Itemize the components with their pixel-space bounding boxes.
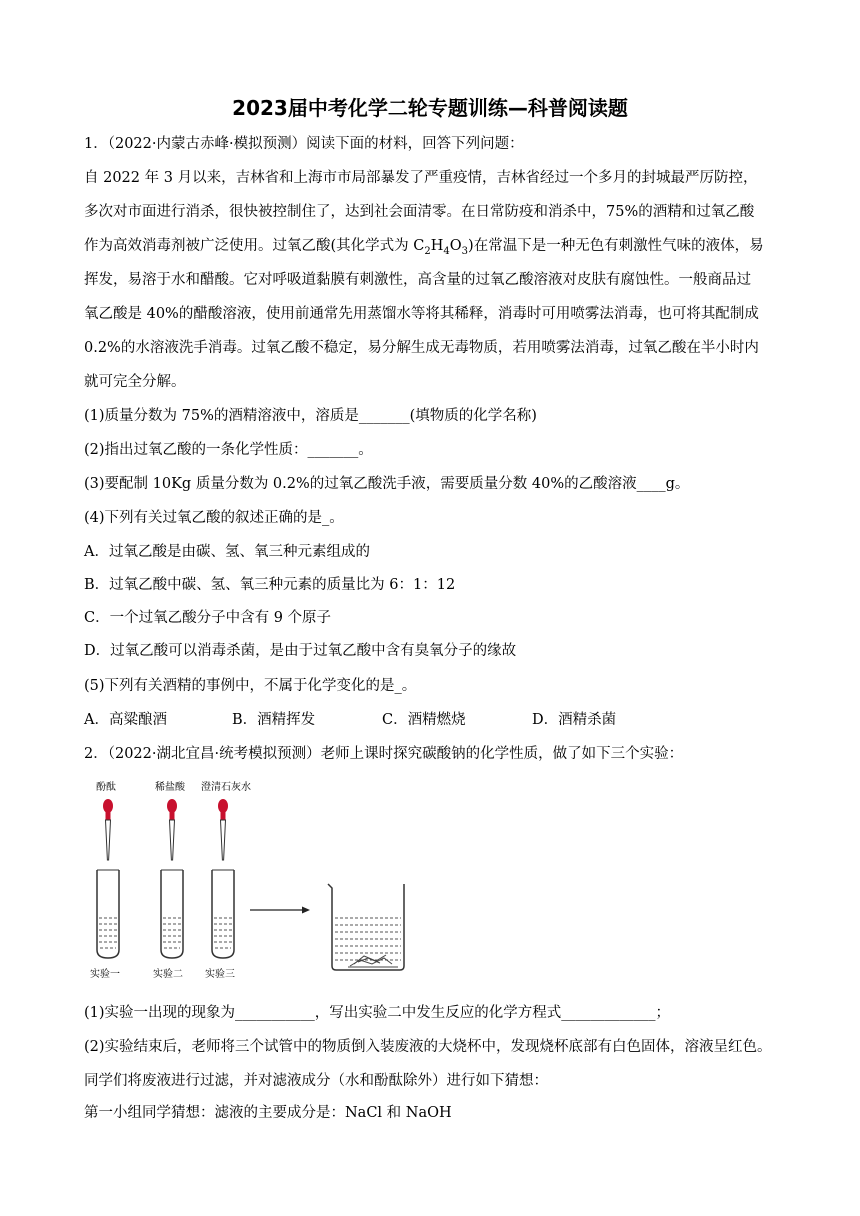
q1-option-c: C．一个过氧乙酸分子中含有 9 个原子 bbox=[84, 610, 332, 626]
q1-passage-line: 挥发，易溶于水和醋酸。它对呼吸道黏膜有刺激性，高含量的过氧乙酸溶液对皮肤有腐蚀性。一般商品过 bbox=[84, 272, 751, 288]
passage-text: )在常温下是一种无色有刺激性气味的液体，易 bbox=[468, 238, 764, 254]
dropper-icon bbox=[218, 799, 228, 860]
test-tube-icon bbox=[97, 870, 119, 958]
dropper-label-phenolphthalein: 酚酞 bbox=[96, 782, 116, 793]
q1-passage-line: 0.2%的水溶液洗手消毒。过氧乙酸不稳定，易分解生成无毒物质，若用喷雾法消毒，过氧乙酸在半小时内 bbox=[84, 340, 759, 356]
formula-subscript: 2 bbox=[424, 245, 431, 257]
q1-s5-option-b: B．酒精挥发 bbox=[232, 712, 316, 728]
dropper-label-limewater: 澄清石灰水 bbox=[201, 782, 251, 793]
q2-subquestion-1: (1)实验一出现的现象为___________，写出实验二中发生反应的化学方程式_____________； bbox=[84, 1005, 671, 1021]
page-title: 2023届中考化学二轮专题训练—科普阅读题 bbox=[232, 96, 628, 120]
experiment-figure bbox=[80, 778, 430, 983]
q1-passage-line: 多次对市面进行消杀，很快被控制住了，达到社会面清零。在日常防疫和消杀中，75%的酒精和过氧乙酸 bbox=[84, 204, 755, 220]
q1-option-d: D．过氧乙酸可以消毒杀菌，是由于过氧乙酸中含有臭氧分子的缘故 bbox=[84, 643, 517, 659]
q1-option-a: A．过氧乙酸是由碳、氢、氧三种元素组成的 bbox=[84, 544, 370, 560]
formula-element: H bbox=[430, 238, 444, 254]
tube-label-3: 实验三 bbox=[205, 969, 235, 980]
dropper-label-hydrochloric-acid: 稀盐酸 bbox=[155, 782, 185, 793]
q1-subquestion-1: (1)质量分数为 75%的酒精溶液中，溶质是_______(填物质的化学名称) bbox=[84, 408, 537, 424]
q1-subquestion-2: (2)指出过氧乙酸的一条化学性质：_______。 bbox=[84, 442, 373, 458]
q1-s5-option-c: C．酒精燃烧 bbox=[382, 712, 466, 728]
formula-subscript: 3 bbox=[461, 245, 469, 257]
formula-element: O bbox=[449, 238, 462, 254]
test-tube-icon bbox=[212, 870, 234, 958]
q2-header: 2．（2022·湖北宜昌·统考模拟预测）老师上课时探究碳酸钠的化学性质，做了如下三个实验： bbox=[84, 746, 684, 762]
beaker-icon bbox=[328, 884, 404, 970]
precipitate-icon bbox=[348, 955, 398, 967]
formula-subscript: 4 bbox=[443, 245, 450, 257]
q2-guess-group1: 第一小组同学猜想：滤液的主要成分是：NaCl 和 NaOH bbox=[84, 1105, 452, 1121]
q2-subquestion-2-cont: 同学们将废液进行过滤，并对滤液成分（水和酚酞除外）进行如下猜想： bbox=[84, 1073, 548, 1089]
passage-text: 作为高效消毒剂被广泛使用。过氧乙酸(其化学式为 C bbox=[84, 238, 425, 254]
q1-s5-option-d: D．酒精杀菌 bbox=[532, 712, 617, 728]
q1-passage-line: 氧乙酸是 40%的醋酸溶液，使用前通常先用蒸馏水等将其稀释，消毒时可用喷雾法消毒，也可将其配制成 bbox=[84, 306, 759, 322]
q1-subquestion-5: (5)下列有关酒精的事例中，不属于化学变化的是_。 bbox=[84, 678, 417, 694]
tube-label-1: 实验一 bbox=[90, 969, 120, 980]
tube-label-2: 实验二 bbox=[153, 969, 183, 980]
q1-subquestion-4: (4)下列有关过氧乙酸的叙述正确的是_。 bbox=[84, 510, 344, 526]
q1-passage-line: 自 2022 年 3 月以来，吉林省和上海市市局部暴发了严重疫情，吉林省经过一个多月的封城最严厉防控， bbox=[84, 170, 758, 186]
q1-s5-option-a: A．高粱酿酒 bbox=[84, 712, 167, 728]
q1-passage-line bbox=[84, 236, 764, 262]
arrow-right-icon bbox=[250, 907, 310, 914]
dropper-icon bbox=[167, 799, 177, 860]
q1-option-b: B．过氧乙酸中碳、氢、氧三种元素的质量比为 6：1：12 bbox=[84, 577, 456, 593]
q1-header: 1．（2022·内蒙古赤峰·模拟预测）阅读下面的材料，回答下列问题： bbox=[84, 136, 524, 152]
test-tube-icon bbox=[161, 870, 183, 958]
q2-subquestion-2: (2)实验结束后，老师将三个试管中的物质倒入装废液的大烧杯中，发现烧杯底部有白色固体，溶液呈红色。 bbox=[84, 1039, 772, 1055]
q1-passage-line: 就可完全分解。 bbox=[84, 374, 186, 390]
q1-subquestion-3: (3)要配制 10Kg 质量分数为 0.2%的过氧乙酸洗手液，需要质量分数 40%的乙酸溶液____g。 bbox=[84, 476, 690, 492]
dropper-icon bbox=[103, 799, 113, 860]
